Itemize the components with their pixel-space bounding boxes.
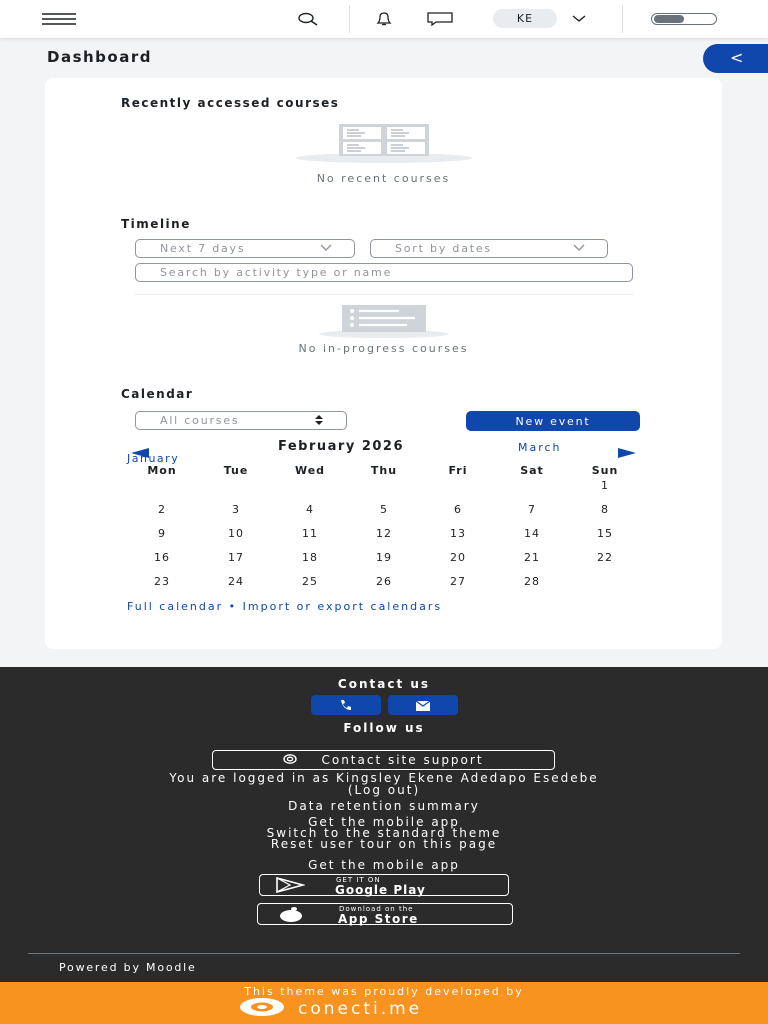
life-ring-icon [283,753,297,767]
calendar-day-cell[interactable]: 24 [228,575,244,588]
calendar-day-cell[interactable]: 5 [380,503,388,516]
calendar-day-cell[interactable]: 14 [524,527,540,540]
calendar-footer-links [127,600,442,613]
logout-link[interactable]: (Log out) [347,783,421,797]
calendar-day-cell[interactable]: 11 [302,527,318,540]
calendar-day-cell[interactable]: 22 [597,551,613,564]
reset-tour-link[interactable]: Reset user tour on this page [270,837,498,851]
phone-icon [339,696,353,715]
switch-theme-link[interactable]: Switch to the standard theme [266,826,502,840]
chevron-down-icon [573,240,585,257]
calendar-day-cell[interactable]: 3 [232,503,240,516]
next-month-link[interactable]: March [518,441,562,454]
hamburger-menu-icon[interactable] [42,9,76,29]
import-export-calendars-link[interactable]: Import or export calendars [242,600,443,613]
search-icon[interactable] [296,9,320,29]
chevron-down-icon[interactable] [571,9,587,29]
mobile-app-link[interactable]: Get the mobile app [308,815,460,829]
timeline-sort-dropdown[interactable] [370,239,608,258]
calendar-day-cell[interactable]: 6 [454,503,462,516]
calendar-day-cell[interactable]: 27 [450,575,466,588]
weekday-header: Tue [223,464,249,477]
calendar-day-cell[interactable]: 26 [376,575,392,588]
calendar-day-cell[interactable]: 25 [302,575,318,588]
apple-icon [278,906,304,926]
edit-mode-toggle[interactable] [651,13,717,25]
app-store-badge[interactable] [257,903,513,925]
calendar-day-cell[interactable]: 15 [597,527,613,540]
conecti-logo-text: conecti.me [298,999,423,1019]
calendar-day-cell[interactable]: 2 [158,503,166,516]
google-play-icon [275,877,305,897]
calendar-day-cell[interactable]: 12 [376,527,392,540]
calendar-day-cell[interactable]: 7 [528,503,536,516]
timeline-list-illustration-icon [318,304,450,340]
weekday-header: Fri [448,464,468,477]
contact-support-label: Contact site support [321,753,484,767]
new-event-button[interactable]: New event [466,411,640,431]
phone-button[interactable] [311,695,381,715]
timeline-heading: Timeline [121,217,191,231]
google-play-small-text: GET IT ON [336,876,381,884]
course-grid-illustration-icon [295,120,473,164]
weekday-header: Sat [520,464,544,477]
app-store-small-text: Download on the [339,905,414,913]
timeline-search-placeholder: Search by activity type or name [160,266,393,279]
link-separator: • [228,600,238,613]
footer-divider [28,953,740,954]
calendar-day-cell[interactable]: 28 [524,575,540,588]
google-play-big-text: Google Play [335,883,426,897]
dashboard-content-card [45,78,722,649]
calendar-day-cell[interactable]: 13 [450,527,466,540]
logged-in-text: You are logged in as Kingsley Ekene Adedapo Esedebe [169,771,599,785]
full-calendar-link[interactable]: Full calendar [127,600,224,613]
mobile-app-heading: Get the mobile app [308,858,460,872]
calendar-day-cell[interactable]: 8 [601,503,609,516]
weekday-header: Wed [294,464,326,477]
powered-by-moodle-link[interactable]: Powered by Moodle [59,961,197,974]
no-in-progress-courses-text: No in-progress courses [298,342,469,355]
calendar-day-cell[interactable]: 19 [376,551,392,564]
calendar-day-cell[interactable]: 21 [524,551,540,564]
timeline-filter-label: Next 7 days [160,242,246,255]
course-select-label: All courses [160,414,240,427]
weekday-header: Mon [147,464,177,477]
sort-arrows-icon [314,413,324,432]
weekday-header: Sun [591,464,619,477]
current-month-title: February 2026 [278,439,405,454]
page-footer [0,667,768,982]
timeline-search-input[interactable] [135,263,633,282]
toggle-knob [654,15,684,23]
timeline-divider [135,294,633,295]
calendar-day-cell[interactable]: 17 [228,551,244,564]
calendar-day-cell[interactable]: 1 [601,479,609,492]
conecti-logo-icon [238,997,286,1021]
course-select-dropdown[interactable] [135,411,347,430]
calendar-day-cell[interactable]: 10 [228,527,244,540]
top-navbar [0,0,768,38]
chat-icon[interactable] [426,9,454,29]
calendar-day-cell[interactable]: 16 [154,551,170,564]
follow-us-heading: Follow us [343,721,425,735]
conecti-logo[interactable] [238,998,422,1020]
google-play-badge[interactable] [259,874,509,896]
theme-credit-bar [0,982,768,1024]
email-button[interactable] [388,695,458,715]
calendar-day-cell[interactable]: 23 [154,575,170,588]
theme-credit-text: This theme was proudly developed by [244,985,524,998]
calendar-day-cell[interactable]: 4 [306,503,314,516]
calendar-day-cell[interactable]: 18 [302,551,318,564]
timeline-filter-dropdown[interactable] [135,239,355,258]
avatar-initials: KE [516,12,534,25]
data-retention-link[interactable]: Data retention summary [288,799,480,813]
chevron-down-icon [320,240,332,257]
weekday-header: Thu [370,464,398,477]
block-drawer-toggle-button[interactable]: < [703,44,768,73]
prev-month-link[interactable]: January [127,452,180,465]
nav-divider [349,5,350,33]
calendar-heading: Calendar [121,387,194,401]
envelope-icon [416,696,430,715]
calendar-day-cell[interactable]: 9 [158,527,166,540]
app-store-big-text: App Store [338,912,419,926]
contact-site-support-button[interactable] [212,750,555,770]
user-avatar[interactable] [493,9,557,28]
page-title: Dashboard [47,48,152,66]
no-recent-courses-text: No recent courses [316,172,451,185]
recent-courses-heading: Recently accessed courses [121,96,340,110]
calendar-day-cell[interactable]: 20 [450,551,466,564]
contact-us-heading: Contact us [337,677,431,691]
nav-divider [622,5,623,33]
next-month-arrow-icon[interactable] [618,443,636,462]
bell-icon[interactable] [372,9,396,29]
timeline-sort-label: Sort by dates [395,242,492,255]
